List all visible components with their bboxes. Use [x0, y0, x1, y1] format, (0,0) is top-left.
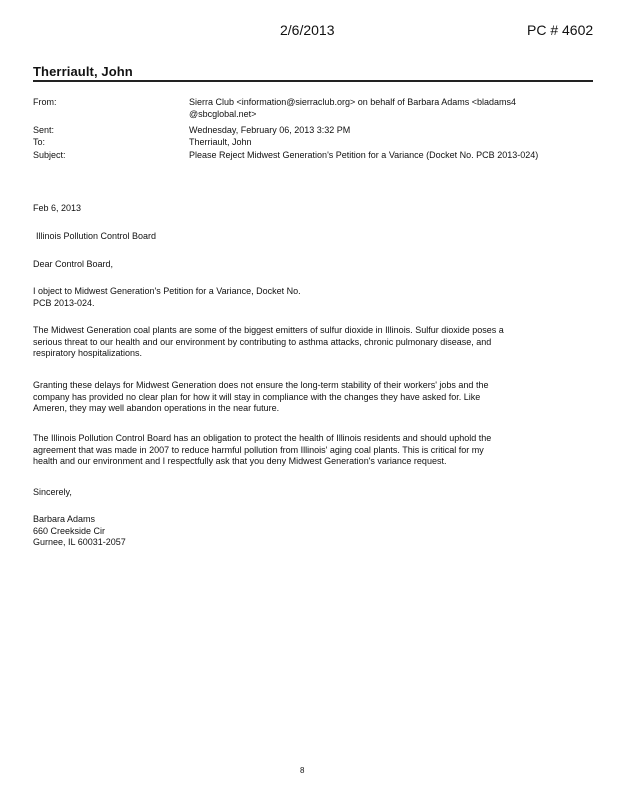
- paragraph-3: [33, 380, 593, 415]
- signature-address-line-2: Gurnee, IL 60031-2057: [33, 537, 126, 547]
- paragraph-1-line-1: I object to Midwest Generation's Petition for a Variance, Docket No.: [33, 286, 301, 296]
- from-value: [189, 97, 589, 120]
- stamp-pc-number: PC # 4602: [527, 22, 594, 38]
- paragraph-3-line-3: Ameren, they may well abandon operations in the near future.: [33, 403, 280, 413]
- from-line-1: Sierra Club <information@sierraclub.org> on behalf of Barbara Adams <bladams4: [189, 97, 517, 107]
- sent-label: Sent:: [33, 125, 55, 135]
- page-number: 8: [300, 766, 305, 775]
- signature-address-line-1: 660 Creekside Cir: [33, 525, 106, 536]
- paragraph-2-line-2: serious threat to our health and our environment by contributing to asthma attacks, chronic pulmonary disease, and: [33, 336, 492, 347]
- signature-block: [33, 514, 593, 549]
- paragraph-3-line-2: company has provided no clear plan for how it will stay in compliance with the changes they have asked for. Like: [33, 391, 481, 402]
- recipient-name: Therriault, John: [33, 64, 133, 79]
- signature-name: Barbara Adams: [33, 514, 96, 524]
- letter-date: Feb 6, 2013: [33, 203, 82, 213]
- from-line-2: @sbcglobal.net>: [189, 108, 257, 119]
- paragraph-2: [33, 325, 593, 360]
- from-label: From:: [33, 97, 57, 107]
- subject-label: Subject:: [33, 150, 66, 160]
- stamp-date: 2/6/2013: [280, 22, 335, 38]
- header-rule: [33, 80, 593, 82]
- to-label: To:: [33, 137, 46, 147]
- paragraph-3-line-1: Granting these delays for Midwest Generation does not ensure the long-term stability of their workers' jobs and the: [33, 380, 489, 390]
- paragraph-4-line-2: agreement that was made in 2007 to reduce harmful pollution from Illinois' aging coal plants. This is critical for my: [33, 444, 484, 455]
- to-value: Therriault, John: [189, 137, 252, 147]
- paragraph-1: [33, 286, 593, 309]
- subject-value: Please Reject Midwest Generation's Petition for a Variance (Docket No. PCB 2013-024): [189, 150, 539, 160]
- addressee: Illinois Pollution Control Board: [36, 231, 157, 241]
- sent-value: Wednesday, February 06, 2013 3:32 PM: [189, 125, 351, 135]
- paragraph-4-line-1: The Illinois Pollution Control Board has an obligation to protect the health of Illinois residents and should uphold the: [33, 433, 492, 443]
- paragraph-4: [33, 433, 593, 468]
- paragraph-4-line-3: health and our environment and I respectfully ask that you deny Midwest Generation's variance request.: [33, 456, 447, 466]
- salutation: Dear Control Board,: [33, 259, 114, 269]
- closing: Sincerely,: [33, 487, 72, 497]
- paragraph-1-line-2: PCB 2013-024.: [33, 297, 95, 308]
- paragraph-2-line-1: The Midwest Generation coal plants are some of the biggest emitters of sulfur dioxide in Illinois. Sulfur dioxide poses a: [33, 325, 504, 335]
- paragraph-2-line-3: respiratory hospitalizations.: [33, 348, 143, 358]
